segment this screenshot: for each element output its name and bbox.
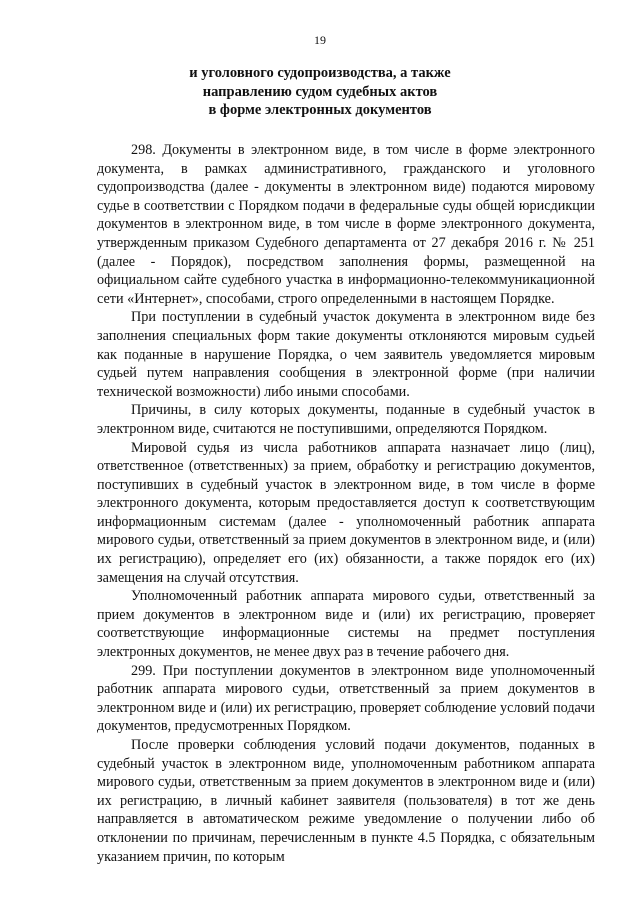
paragraph: После проверки соблюдения условий подачи документов, поданных в судебный участок в электронном виде, уполномоченным работником аппарата мирового судьи, ответственным за прием документов в электронном виде и (или) их регистрацию, в личный кабинет заявителя (пользователя) в тот же день направляется в автоматическом режиме уведомление о получении либо об отклонении по причинам, перечисленным в пункте 4.5 Порядка, с обязательным указанием причин, по которым xyxy=(97,737,595,865)
paragraph-299: 299. При поступлении документов в электронном виде уполномоченный работник аппарата мирового судьи, ответственный за прием документов в электронном виде и (или) их регистрацию, проверяет соблюдение условий подачи документов, предусмотренных Порядком. xyxy=(97,662,595,735)
paragraph-298: 298. Документы в электронном виде, в том числе в форме электронного документа, в рамках административного, гражданского и уголовного судопроизводства (далее - документы в электронном виде) подаются мировому судье в соответствии с Порядком подачи в федеральные суды общей юрисдикции документов в электронном виде, в том числе в форме электронного документа, утвержденным приказом Судебного департамента от 27 декабря 2016 г. № 251 (далее - Порядок), посредством заполнения формы, размещенной на официальном сайте судебного участка в информационно-телекоммуникационной сети «Интернет», способами, строго определенными в настоящем Порядке. xyxy=(97,142,595,307)
body-text xyxy=(97,141,595,866)
heading-line: и уголовного судопроизводства, а также xyxy=(189,65,451,81)
heading-line: направлению судом судебных актов xyxy=(202,83,438,100)
paragraph: Причины, в силу которых документы, поданные в судебный участок в электронном виде, считаются не поступившими, определяются Порядком. xyxy=(97,402,595,437)
paragraph: При поступлении в судебный участок документа в электронном виде без заполнения специальных форм такие документы отклоняются мировым судьей как поданные в нарушение Порядка, о чем заявитель уведомляется мировым судьей путем направления сообщения в электронной форме (при наличии технической возможности) либо иными способами. xyxy=(97,309,595,400)
page-number: 19 xyxy=(314,33,326,47)
heading-line: в форме электронных документов xyxy=(208,102,432,118)
section-heading xyxy=(140,64,500,120)
paragraph: Мировой судья из числа работников аппарата назначает лицо (лиц), ответственное (ответственных) за прием, обработку и регистрацию документов, поступивших в судебный участок в электронном виде, в том числе в форме электронного документа, которым предоставляется доступ к соответствующим информационным системам (далее - уполномоченный работник аппарата мирового судьи, ответственный за прием документов в электронном виде, и (или) их регистрацию), определяет его (их) обязанности, а также порядок его (их) замещения на случай отсутствия. xyxy=(97,439,595,586)
paragraph: Уполномоченный работник аппарата мирового судьи, ответственный за прием документов в электронном виде и (или) их регистрацию, проверяет соответствующие информационные системы на предмет поступления электронных документов, не менее двух раз в течение рабочего дня. xyxy=(97,588,595,661)
